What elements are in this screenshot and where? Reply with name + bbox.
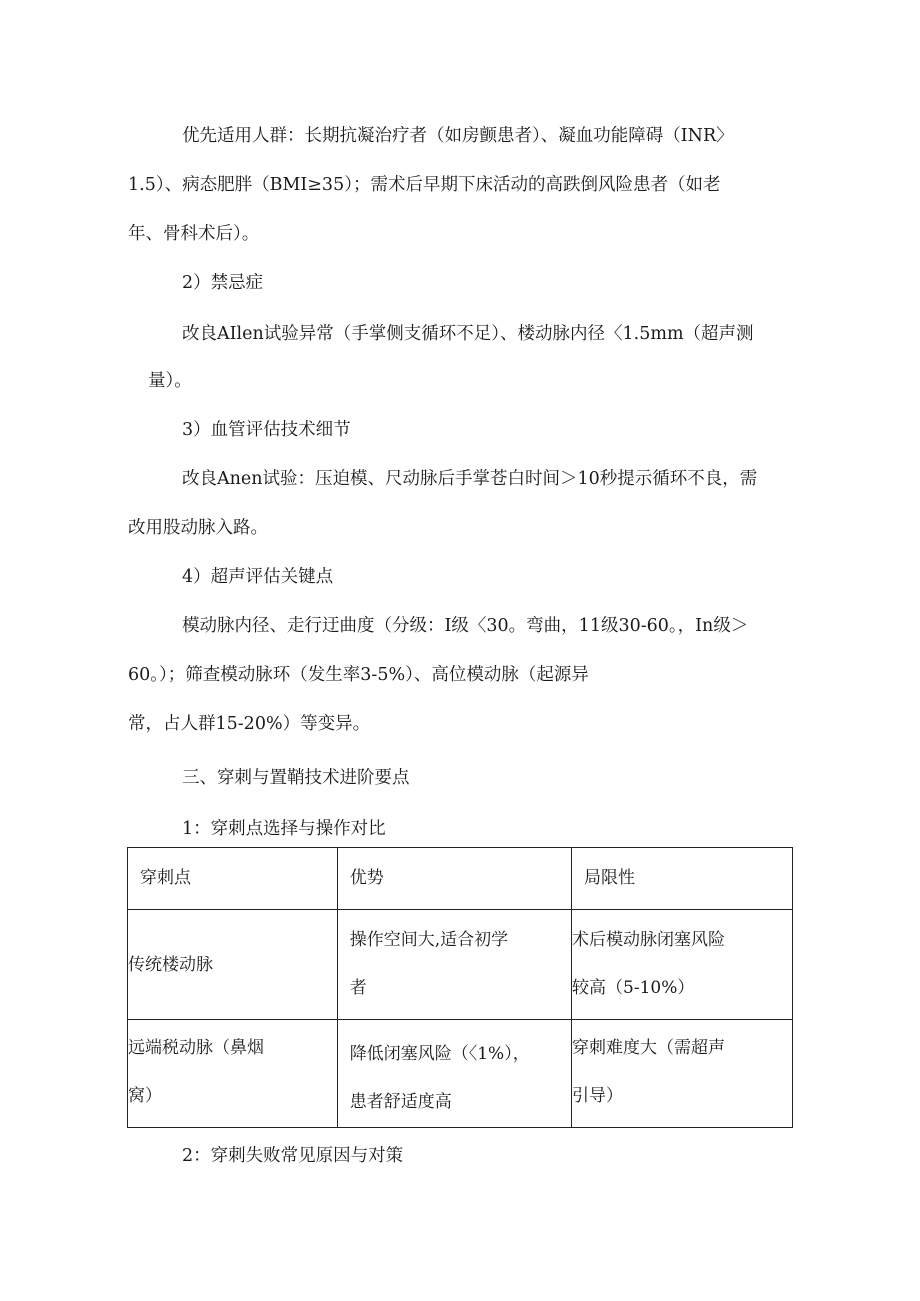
- paragraph-line: 优先适用人群：长期抗凝治疗者（如房颤患者）、凝血功能障碍（INR〉: [182, 126, 734, 146]
- table-cell: [337, 1020, 571, 1128]
- cell-text: 较高（5-10%）: [572, 978, 695, 998]
- cell-text: 降低闭塞风险（〈1%），: [349, 1044, 530, 1064]
- cell-text: 者: [349, 978, 367, 998]
- header-puncture-point: 穿刺点: [140, 868, 191, 888]
- cell-text: 患者舒适度高: [349, 1092, 452, 1112]
- table-header-cell: [337, 848, 571, 910]
- paragraph-line: 60。）；筛查模动脉环（发生率3-5%）、高位模动脉（起源异: [128, 665, 589, 685]
- header-advantage: 优势: [349, 868, 384, 888]
- table-cell: [572, 1020, 793, 1128]
- heading-vascular-assessment: 3）血管评估技术细节: [182, 420, 351, 440]
- subheading-puncture-comparison: 1：穿刺点选择与操作对比: [182, 819, 386, 839]
- table-cell: [572, 910, 793, 1020]
- table-header-cell: [572, 848, 793, 910]
- paragraph-line: 改用股动脉入路。: [128, 518, 268, 538]
- cell-text: 窝）: [128, 1086, 162, 1106]
- table-cell: [128, 910, 338, 1020]
- table-cell: [337, 910, 571, 1020]
- heading-ultrasound: 4）超声评估关键点: [182, 567, 334, 587]
- paragraph-line: 改良Anen试验：压迫模、尺动脉后手掌苍白时间＞10秒提示循环不良，需: [182, 469, 758, 489]
- table-header-row: [128, 848, 793, 910]
- paragraph-line: 模动脉内径、走行迂曲度（分级：I级〈30。弯曲，11级30-60。，In级＞: [182, 616, 749, 636]
- table-row: [128, 910, 793, 1020]
- paragraph-line: 改良AIlen试验异常（手掌侧支循环不足）、楼动脉内径〈1.5mm（超声测: [182, 324, 754, 344]
- puncture-comparison-table: [127, 847, 793, 1128]
- paragraph-line: 量）。: [148, 371, 192, 391]
- paragraph-line: 常，占人群15-20%）等变异。: [128, 714, 371, 734]
- paragraph-line: 年、骨科术后）。: [128, 224, 260, 244]
- paragraph-line: 1.5）、病态肥胖（BMI≥35）；需术后早期下床活动的高跌倒风险患者（如老: [128, 175, 721, 195]
- cell-text: 引导）: [572, 1086, 624, 1106]
- section-heading: 三、穿刺与置鞘技术进阶要点: [182, 768, 410, 788]
- heading-contraindications: 2）禁忌症: [182, 273, 264, 293]
- header-limitation: 局限性: [584, 868, 636, 888]
- cell-text: 操作空间大,适合初学: [349, 930, 509, 950]
- cell-text: 远端税动脉（鼻烟: [128, 1038, 264, 1058]
- cell-traditional-artery: 传统楼动脉: [128, 954, 213, 975]
- table-cell: [128, 1020, 338, 1128]
- cell-text: 术后模动脉闭塞风险: [572, 930, 726, 950]
- cell-text: 穿刺难度大（需超声: [572, 1038, 726, 1058]
- subheading-puncture-failure: 2：穿刺失败常见原因与对策: [182, 1146, 404, 1166]
- table-header-cell: [128, 848, 338, 910]
- table-row: [128, 1020, 793, 1128]
